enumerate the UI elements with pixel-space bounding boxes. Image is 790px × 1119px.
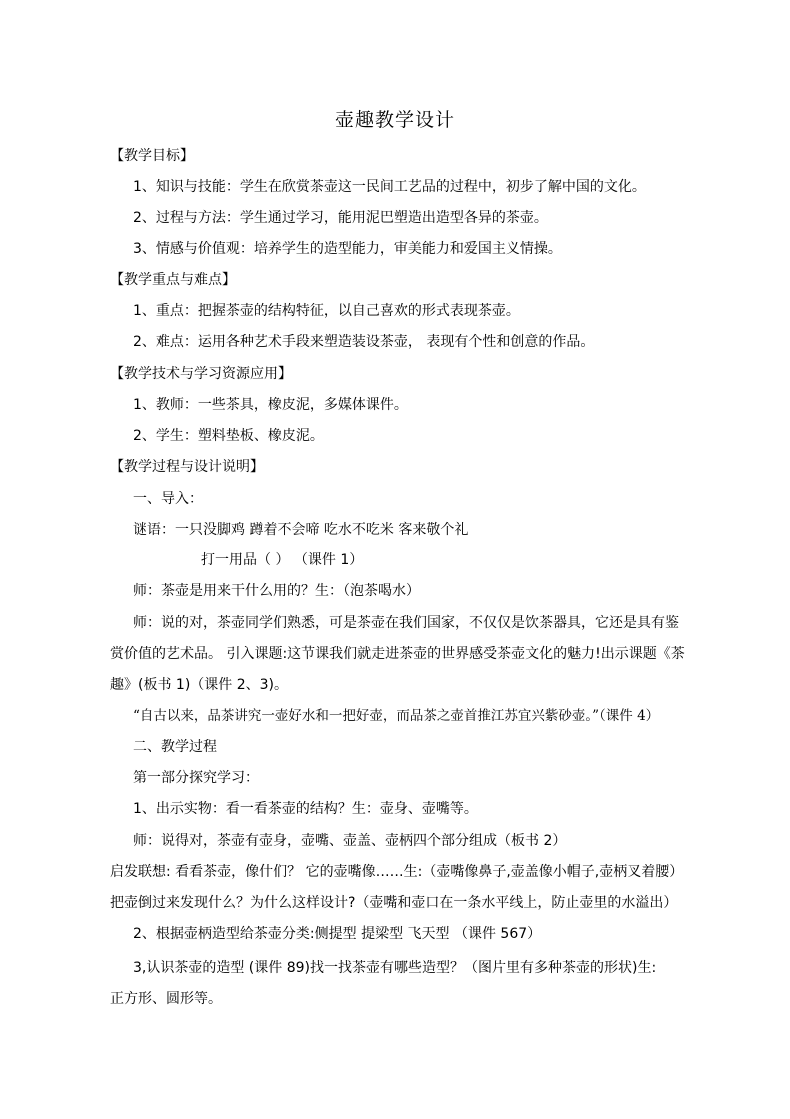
process-line: 师：说得对，茶壶有壶身，壶嘴、壶盖、壶柄四个部分组成（板书 2） (133, 833, 567, 849)
process-line: 第一部分探究学习： (133, 770, 259, 786)
resource-item: 2、学生：塑料垫板、橡皮泥。 (133, 428, 324, 444)
resource-item: 1、教师：一些茶具，橡皮泥，多媒体课件。 (133, 397, 408, 413)
section-heading-process: 【教学过程与设计说明】 (110, 459, 264, 475)
process-quote: “自古以来，品茶讲究一壶好水和一把好壶，而品茶之壶首推江苏宜兴紫砂壶。”（课件 4） (133, 708, 660, 724)
process-line: 1、出示实物：看一看茶壶的结构？生：壶身、壶嘴等。 (133, 801, 478, 817)
section-heading-objectives: 【教学目标】 (110, 148, 194, 164)
key-point-item: 2、难点：运用各种艺术手段来塑造装设茶壶， 表现有个性和创意的作品。 (133, 334, 595, 350)
process-line: 师：茶壶是用来干什么用的？生：（泡茶喝水） (133, 583, 420, 599)
process-line: 一、导入： (133, 491, 203, 507)
process-line: 赏价值的艺术品。 引入课题:这节课我们就走进茶壶的世界感受茶壶文化的魅力!出示课题《茶 (110, 646, 685, 662)
process-line: 谜语：一只没脚鸡 蹲着不会啼 吃水不吃米 客来敬个礼 (133, 522, 469, 538)
process-line: 打一用品（ ） （课件 1） (201, 552, 364, 568)
section-heading-resources: 【教学技术与学习资源应用】 (110, 366, 292, 382)
process-line: 3,认识茶壶的造型 (课件 89)找一找茶壶有哪些造型？（图片里有多种茶壶的形状)生: (133, 960, 657, 976)
document-title: 壶趣教学设计 (334, 109, 455, 131)
key-point-item: 1、重点：把握茶壶的结构特征，以自己喜欢的形式表现茶壶。 (133, 303, 520, 319)
process-line: 二、教学过程 (133, 739, 217, 755)
objective-item: 1、知识与技能：学生在欣赏茶壶这一民间工艺品的过程中，初步了解中国的文化。 (133, 179, 646, 195)
objective-item: 2、过程与方法：学生通过学习，能用泥巴塑造出造型各异的茶壶。 (133, 210, 548, 226)
process-line: 正方形、圆形等。 (110, 991, 222, 1007)
objective-item: 3、情感与价值观：培养学生的造型能力，审美能力和爱国主义情操。 (133, 241, 562, 257)
process-line: 把壶倒过来发现什么？为什么这样设计?（壶嘴和壶口在一条水平线上，防止壶里的水溢出） (110, 895, 678, 911)
process-line: 2、根据壶柄造型给茶壶分类:侧提型 提梁型 飞天型 （课件 567） (133, 926, 542, 942)
section-heading-key-points: 【教学重点与难点】 (110, 272, 236, 288)
process-line: 师：说的对，茶壶同学们熟悉，可是茶壶在我们国家，不仅仅是饮茶器具，它还是具有鉴 (133, 615, 679, 631)
process-line: 启发联想: 看看茶壶，像什们？ 它的壶嘴像……生:（壶嘴像鼻子,壶盖像小帽子,壶柄叉着腰） (110, 864, 684, 880)
process-line: 趣》(板书 1)（课件 2、3)。 (110, 677, 289, 693)
